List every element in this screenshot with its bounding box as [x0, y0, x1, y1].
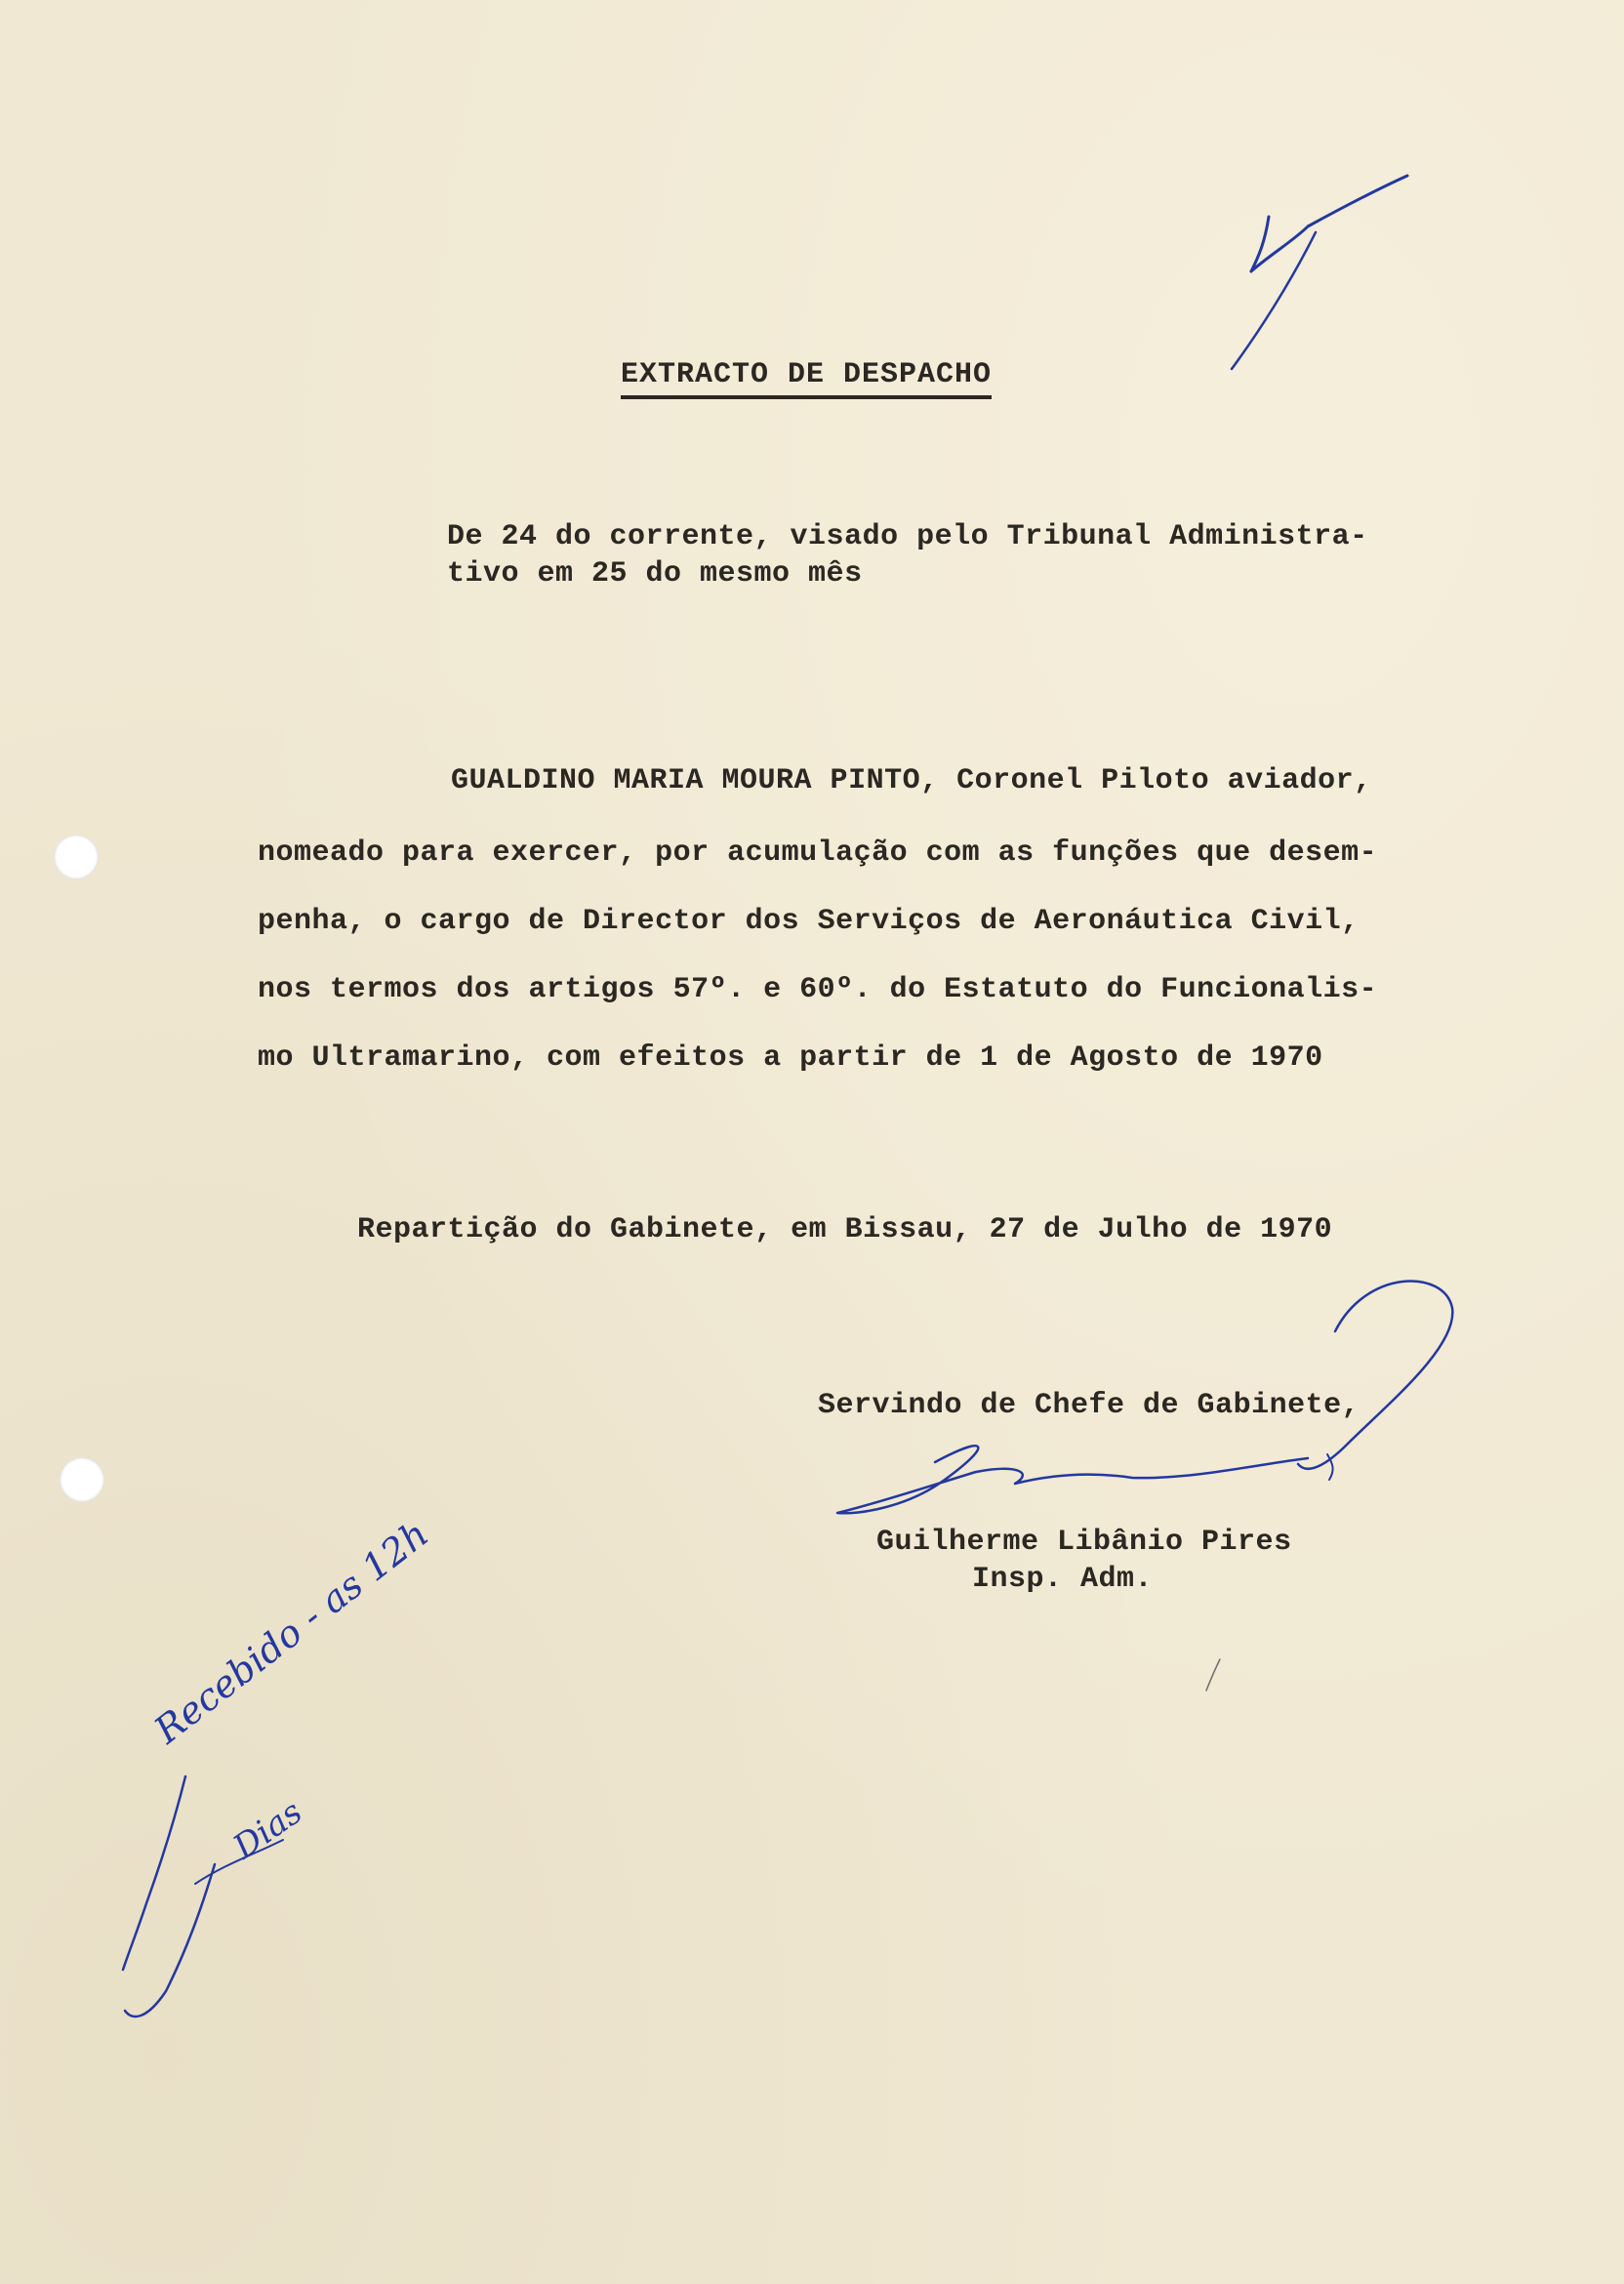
received-sign: Dias [226, 1792, 310, 1867]
intro-line-1: De 24 do corrente, visado pelo Tribunal Administra- [447, 520, 1368, 553]
signature-tick [1206, 1659, 1220, 1691]
body-line-4: nos termos dos artigos 57º. e 60º. do Estatuto do Funcionalis- [258, 973, 1378, 1006]
signatory-name: Guilherme Libânio Pires [876, 1526, 1292, 1559]
signature-role: Servindo de Chefe de Gabinete, [818, 1389, 1360, 1422]
body-line-5: mo Ultramarino, com efeitos a partir de 1 de Agosto de 1970 [258, 1041, 1323, 1075]
intro-line-2: tivo em 25 do mesmo mês [447, 557, 863, 591]
body-line-1: GUALDINO MARIA MOURA PINTO, Coronel Piloto aviador, [451, 764, 1372, 797]
received-sign-stroke [123, 1776, 185, 1970]
signatory-position: Insp. Adm. [972, 1563, 1154, 1596]
received-note: Recebido - as 12h [146, 1512, 437, 1752]
signature-flourish [1298, 1281, 1452, 1468]
body-line-2: nomeado para exercer, por acumulação com as funções que desem- [258, 836, 1378, 870]
signature-flourish [837, 1446, 1308, 1513]
place-date-line: Repartição do Gabinete, em Bissau, 27 de Julho de 1970 [357, 1213, 1333, 1246]
document-title: EXTRACTO DE DESPACHO [621, 358, 992, 399]
received-sign-stroke [125, 1864, 215, 2017]
body-line-3: penha, o cargo de Director dos Serviços de Aeronáutica Civil, [258, 905, 1360, 938]
